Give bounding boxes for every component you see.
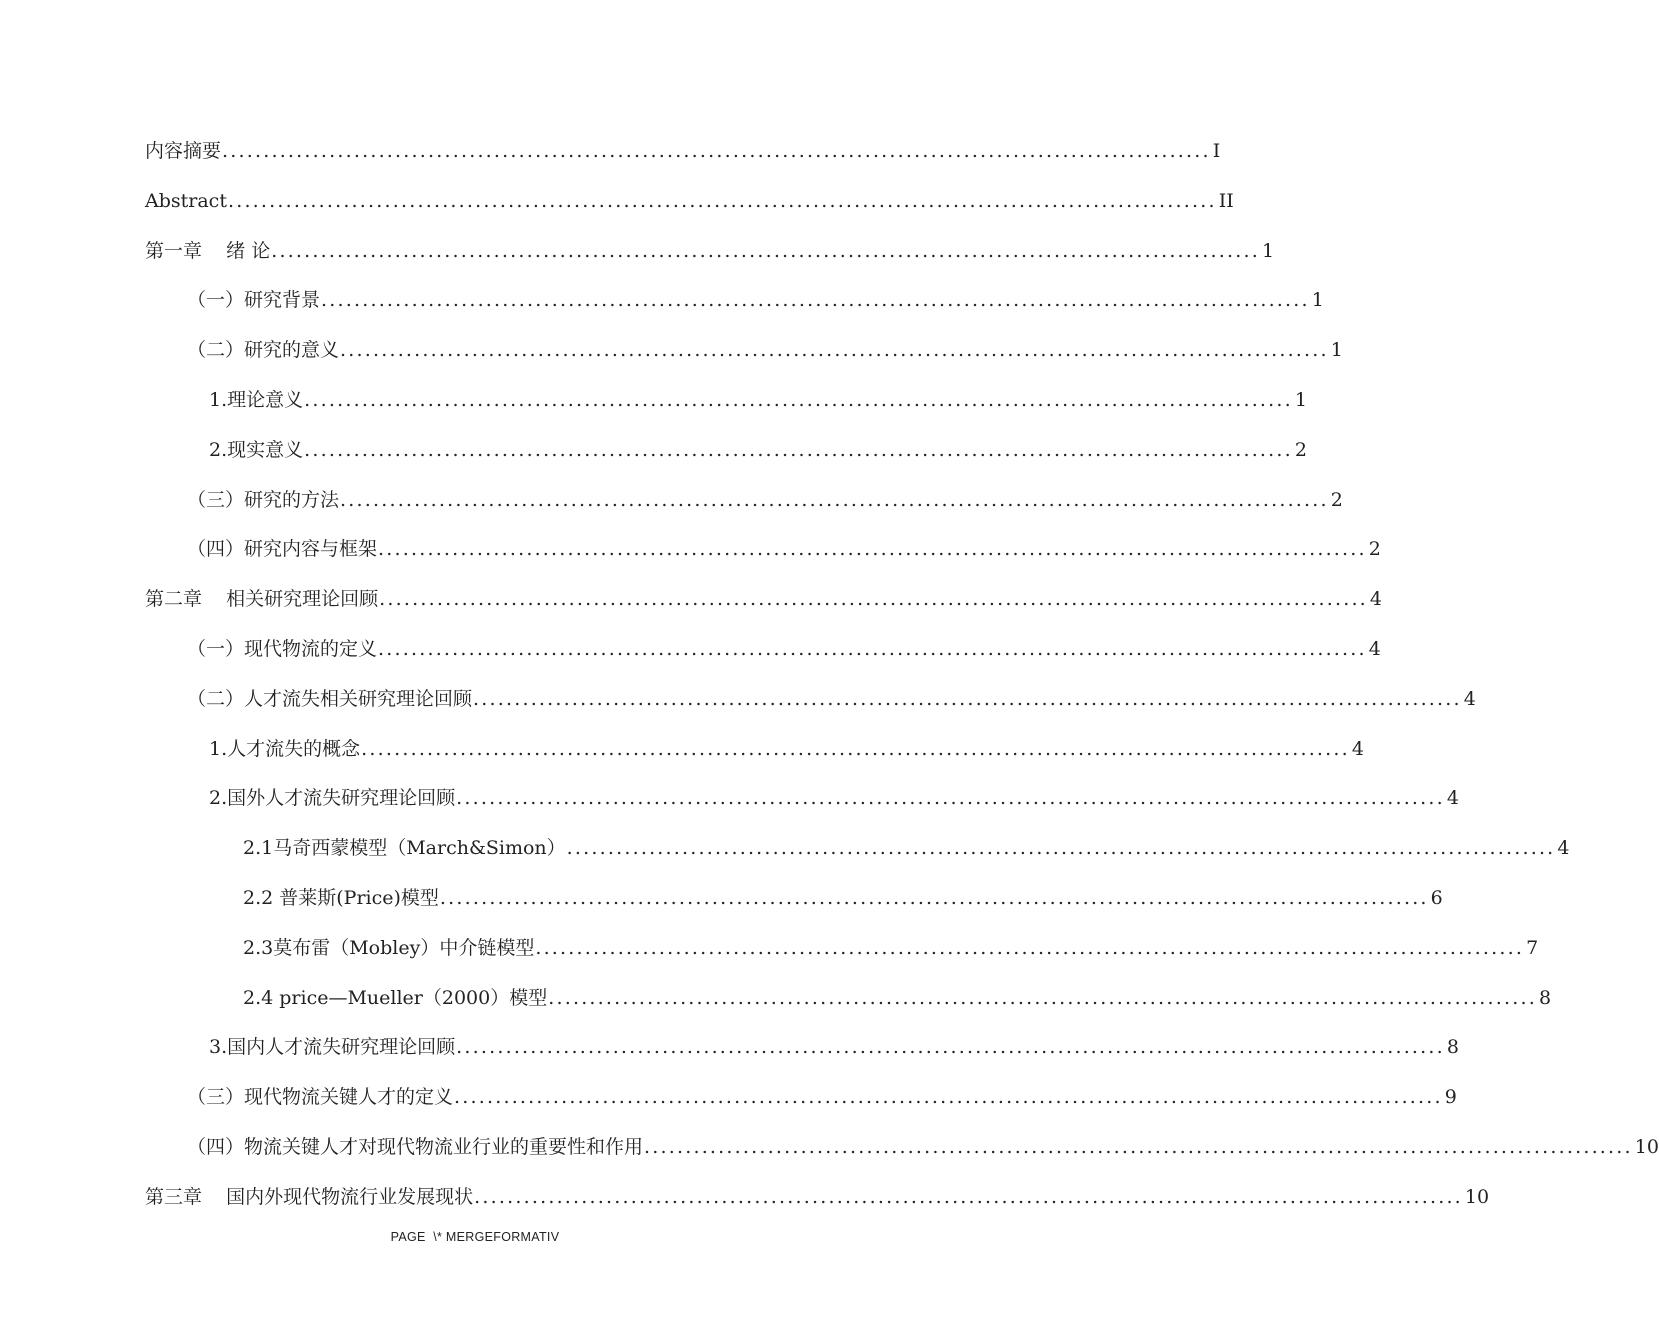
toc-entry[interactable] — [145, 628, 1381, 678]
toc-entry-title: （四）物流关键人才对现代物流业行业的重要性和作用 — [187, 1135, 644, 1158]
toc-page-number: 8 — [1538, 986, 1552, 1009]
toc-dot-leader: ........................................................................................................................ — [473, 687, 1462, 710]
toc-entry-title: （三）现代物流关键人才的定义 — [187, 1086, 454, 1109]
toc-entry[interactable] — [145, 1026, 1459, 1076]
toc-entry[interactable] — [145, 728, 1364, 778]
toc-entry-title: （一）研究背景 — [187, 289, 321, 312]
toc-page-number: 4 — [1557, 837, 1570, 860]
toc-entry-title: （一）现代物流的定义 — [187, 637, 378, 660]
toc-entry-title: 第三章 国内外现代物流行业发展现状 — [145, 1185, 474, 1208]
toc-page-number: 2 — [1368, 538, 1381, 561]
toc-entry-title: 第一章 绪 论 — [145, 239, 271, 262]
toc-entry[interactable] — [145, 1176, 1490, 1226]
toc-entry-title: 2.现实意义 — [209, 438, 304, 461]
toc-dot-leader: ........................................................................................................................ — [227, 189, 1217, 212]
toc-dot-leader: ........................................................................................................................ — [340, 488, 1329, 511]
toc-entry-title: 2.2 普莱斯(Price)模型 — [243, 886, 439, 909]
toc-page-number: 10 — [1634, 1135, 1659, 1158]
toc-dot-leader: ........................................................................................................................ — [548, 986, 1537, 1009]
toc-dot-leader: ........................................................................................................................ — [566, 837, 1556, 860]
toc-entry[interactable] — [145, 528, 1381, 578]
toc-entry[interactable] — [145, 927, 1539, 977]
toc-entry-title: 1.人才流失的概念 — [209, 737, 361, 760]
toc-page-number: 4 — [1446, 787, 1459, 810]
toc-entry-title: 2.国外人才流失研究理论回顾 — [209, 787, 456, 810]
toc-entry[interactable] — [145, 578, 1383, 628]
toc-entry[interactable] — [145, 777, 1459, 827]
toc-dot-leader: ........................................................................................................................ — [304, 388, 1293, 411]
toc-entry-title: （四）研究内容与框架 — [187, 538, 378, 561]
toc-entry-title: Abstract — [145, 189, 227, 212]
toc-entry-title: 2.4 price—Mueller（2000）模型 — [243, 986, 548, 1009]
toc-entry[interactable] — [145, 479, 1343, 529]
toc-entry-title: 2.3莫布雷（Mobley）中介链模型 — [243, 936, 535, 959]
toc-page-number: I — [1212, 140, 1221, 162]
page-footer: PAGE \* MERGEFORMATIV — [390, 1230, 560, 1244]
toc-dot-leader: ........................................................................................................................ — [271, 239, 1260, 262]
toc-page-number: 1 — [1261, 239, 1275, 262]
toc-dot-leader: ........................................................................................................................ — [340, 339, 1329, 362]
toc-entry[interactable] — [145, 1126, 1659, 1176]
toc-page-number: 4 — [1368, 637, 1381, 660]
toc-entry[interactable] — [145, 379, 1307, 429]
toc-dot-leader: ........................................................................................................................ — [456, 1036, 1445, 1059]
toc-page-number: 9 — [1444, 1086, 1457, 1109]
toc-dot-leader: ........................................................................................................................ — [535, 936, 1525, 959]
toc-entry[interactable] — [145, 678, 1476, 728]
toc-entry[interactable] — [145, 279, 1324, 329]
toc-dot-leader: ........................................................................................................................ — [456, 787, 1445, 810]
toc-page-number: 2 — [1294, 438, 1307, 461]
toc-dot-leader: ........................................................................................................................ — [321, 289, 1310, 312]
toc-entry-title: 第二章 相关研究理论回顾 — [145, 588, 379, 611]
toc-entry-title: 3.国内人才流失研究理论回顾 — [209, 1036, 456, 1059]
toc-dot-leader: ........................................................................................................................ — [474, 1185, 1463, 1208]
toc-page-number: 7 — [1526, 936, 1539, 959]
toc-page-number: II — [1218, 189, 1234, 212]
toc-page-number: 1 — [1330, 339, 1343, 362]
toc-dot-leader: ........................................................................................................................ — [222, 140, 1211, 162]
toc-entry-title: （三）研究的方法 — [187, 488, 340, 511]
toc-entry-title: （二）研究的意义 — [187, 339, 340, 362]
toc-page-number: 6 — [1430, 886, 1443, 909]
toc-page-number: 1 — [1294, 388, 1307, 411]
toc-entry[interactable] — [145, 130, 1221, 180]
toc-page-number: 4 — [1463, 687, 1476, 710]
toc-entry[interactable] — [145, 1076, 1457, 1126]
toc-dot-leader: ........................................................................................................................ — [454, 1086, 1443, 1109]
toc-entry[interactable] — [145, 230, 1275, 280]
toc-entry[interactable] — [145, 977, 1552, 1027]
toc-dot-leader: ........................................................................................................................ — [304, 438, 1293, 461]
toc-dot-leader: ........................................................................................................................ — [361, 737, 1350, 760]
table-of-contents — [145, 130, 1659, 1226]
toc-entry-title: 1.理论意义 — [209, 388, 304, 411]
toc-entry-title: （二）人才流失相关研究理论回顾 — [187, 687, 473, 710]
toc-entry-title: 内容摘要 — [145, 140, 222, 162]
toc-dot-leader: ........................................................................................................................ — [378, 538, 1367, 561]
toc-dot-leader: ........................................................................................................................ — [378, 637, 1367, 660]
toc-entry[interactable] — [145, 827, 1570, 877]
toc-entry-title: 2.1马奇西蒙模型（March&Simon） — [243, 837, 566, 860]
toc-page-number: 2 — [1330, 488, 1343, 511]
toc-page-number: 10 — [1464, 1185, 1490, 1208]
toc-page-number: 4 — [1351, 737, 1364, 760]
toc-page-number: 1 — [1311, 289, 1324, 312]
toc-page-number: 8 — [1446, 1036, 1459, 1059]
toc-dot-leader: ........................................................................................................................ — [379, 588, 1368, 611]
toc-dot-leader: ........................................................................................................................ — [644, 1135, 1633, 1158]
toc-dot-leader: ........................................................................................................................ — [439, 886, 1429, 909]
toc-entry[interactable] — [145, 329, 1343, 379]
toc-entry[interactable] — [145, 877, 1443, 927]
toc-entry[interactable] — [145, 180, 1234, 230]
toc-entry[interactable] — [145, 429, 1307, 479]
toc-page-number: 4 — [1369, 588, 1383, 611]
